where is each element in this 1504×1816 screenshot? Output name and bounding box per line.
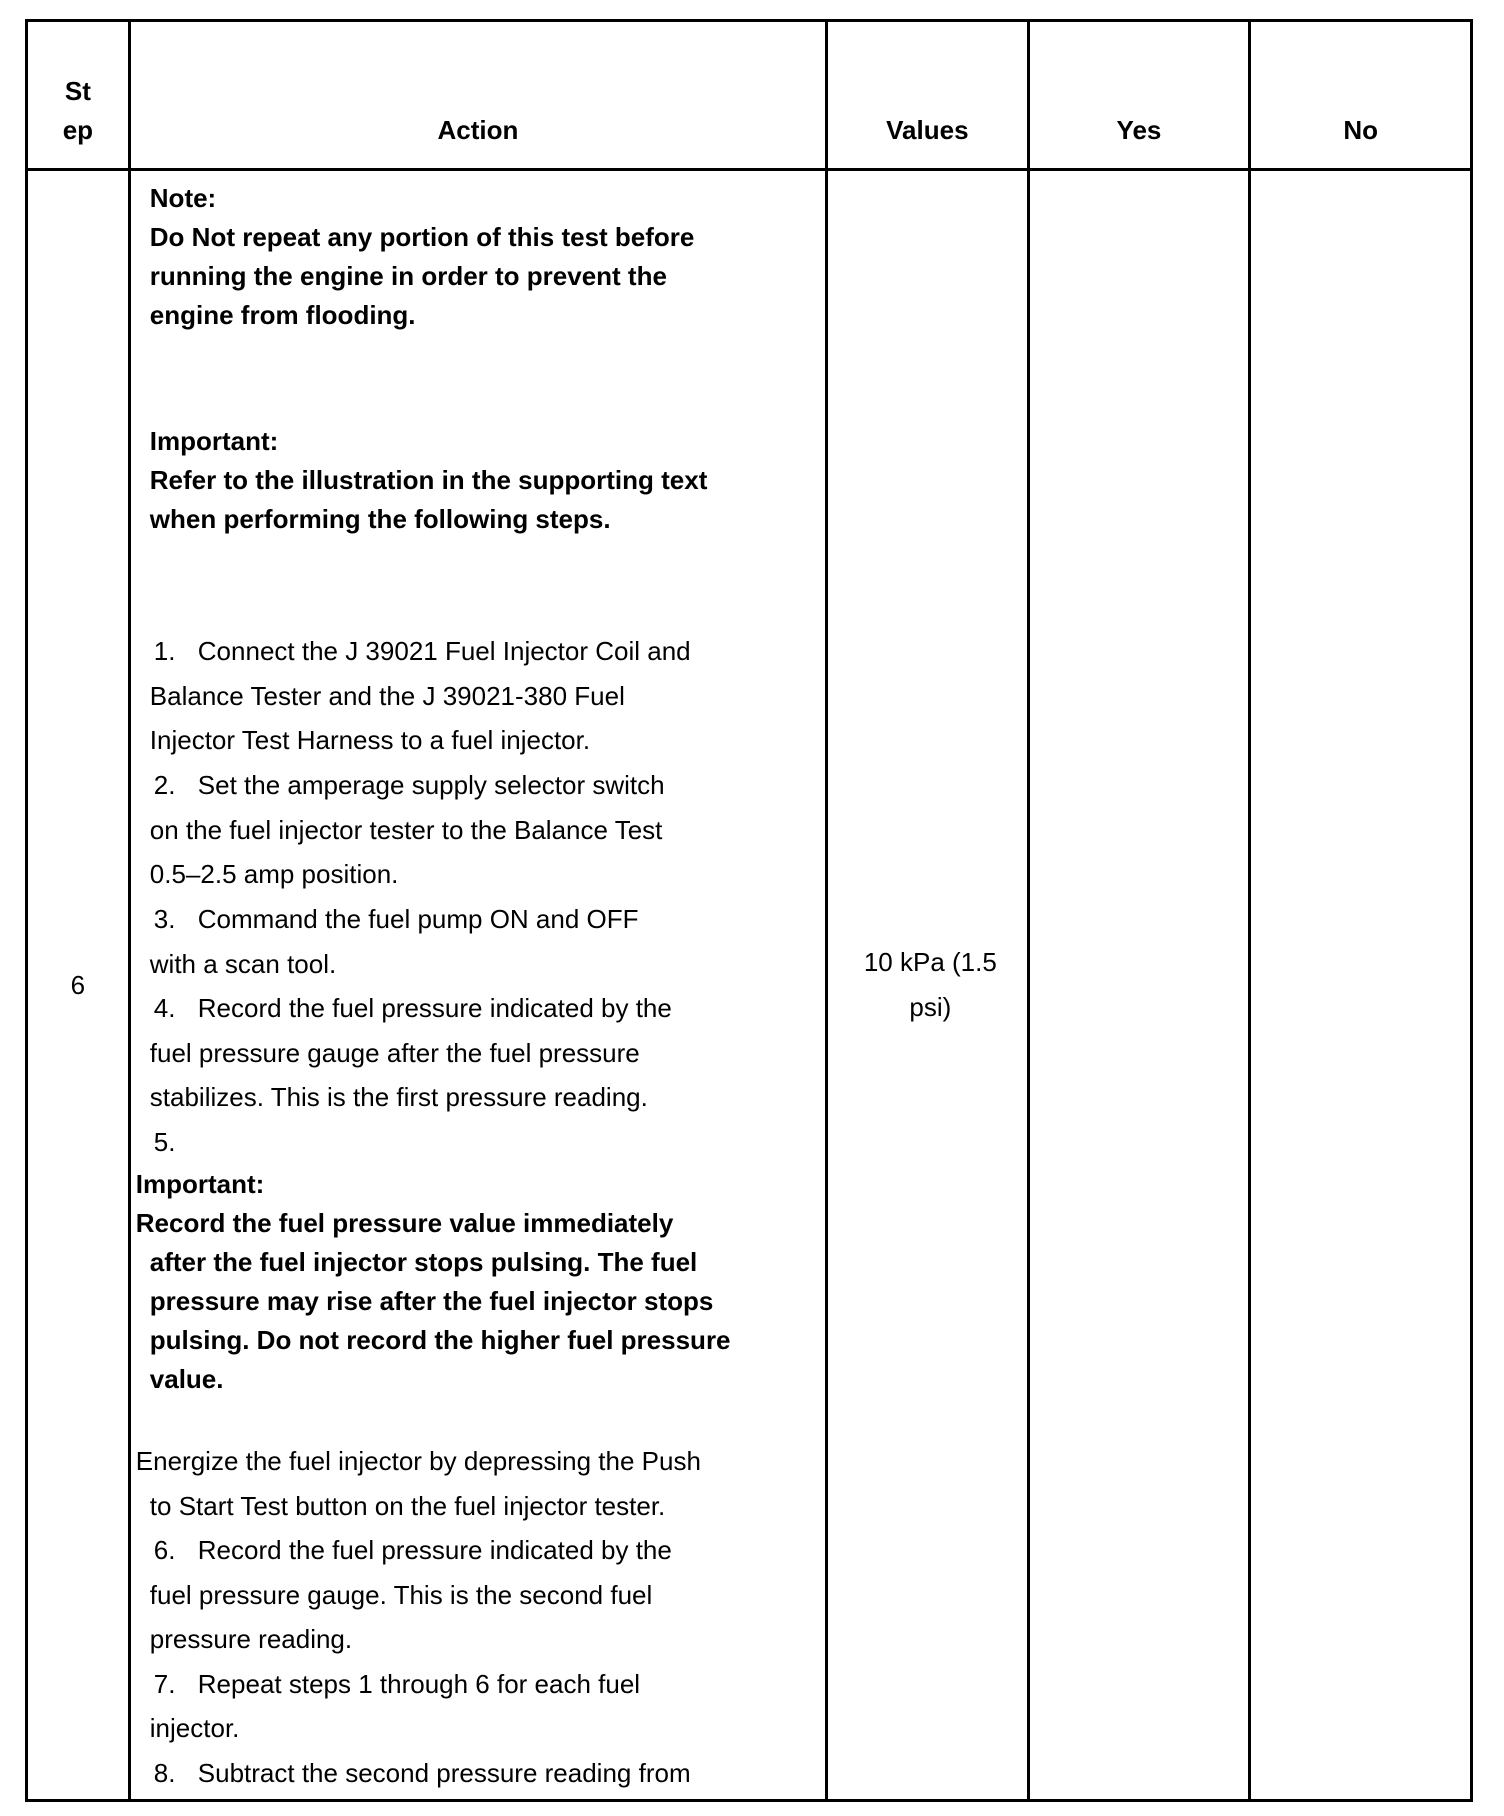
important-label: Important:	[149, 426, 279, 456]
energize-line-1: Energize the fuel injector by depressing the Push	[135, 1446, 701, 1476]
step-6-line-3: pressure reading.	[149, 1624, 353, 1654]
step-6-line-2: fuel pressure gauge. This is the second fuel	[149, 1580, 653, 1610]
action-cell	[129, 170, 826, 1801]
step-3-number: 3.	[153, 904, 176, 934]
important-2-line-4: pulsing. Do not record the higher fuel pressure	[149, 1325, 731, 1355]
step-3-line-1	[150, 904, 639, 935]
step-4-line-3: stabilizes. This is the first pressure reading.	[149, 1082, 648, 1112]
step-6-number: 6.	[153, 1535, 176, 1565]
header-yes: Yes	[1028, 21, 1250, 170]
table-row	[27, 170, 1472, 1801]
step-2-line-3: 0.5–2.5 amp position.	[149, 859, 399, 889]
important-2-line-3: pressure may rise after the fuel injector stops	[149, 1286, 714, 1316]
important-2-line-2: after the fuel injector stops pulsing. The fuel	[149, 1247, 698, 1277]
energize-line-2: to Start Test button on the fuel injector tester.	[149, 1491, 666, 1521]
step-4-text: Record the fuel pressure indicated by the	[197, 993, 672, 1023]
step-7-line-1	[150, 1669, 640, 1700]
step-5-number: 5.	[153, 1127, 176, 1157]
step-8-text: Subtract the second pressure reading from	[197, 1758, 691, 1788]
header-no: No	[1250, 21, 1472, 170]
no-cell	[1250, 170, 1472, 1801]
step-1-text: Connect the J 39021 Fuel Injector Coil and	[197, 636, 691, 666]
header-values: Values	[827, 21, 1029, 170]
step-1-line-2: Balance Tester and the J 39021-380 Fuel	[149, 681, 625, 711]
step-1-number: 1.	[153, 636, 176, 666]
step-6-text: Record the fuel pressure indicated by the	[197, 1535, 672, 1565]
step-number: 6	[27, 170, 130, 1801]
yes-cell	[1028, 170, 1250, 1801]
header-step-line-1: St	[64, 76, 91, 106]
step-1-line-1	[150, 636, 691, 667]
important-2-line-5: value.	[149, 1364, 224, 1394]
note-line-2: running the engine in order to prevent the	[149, 261, 667, 291]
step-4-line-1	[150, 993, 672, 1024]
step-6-line-1	[150, 1535, 672, 1566]
step-8-line-1	[150, 1758, 691, 1789]
step-4-number: 4.	[153, 993, 176, 1023]
step-1-line-3: Injector Test Harness to a fuel injector.	[149, 725, 591, 755]
header-step-line-2: ep	[62, 115, 94, 145]
values-cell	[827, 170, 1029, 1801]
step-4-line-2: fuel pressure gauge after the fuel pressure	[149, 1038, 640, 1068]
procedure-table	[25, 19, 1473, 1802]
important-2-label: Important:	[135, 1169, 265, 1199]
header-row	[27, 21, 1472, 170]
step-5-line	[150, 1127, 198, 1158]
step-2-text: Set the amperage supply selector switch	[197, 770, 665, 800]
step-3-line-2: with a scan tool.	[149, 949, 337, 979]
note-label: Note:	[149, 183, 217, 213]
important-2-line-1: Record the fuel pressure value immediately	[135, 1208, 674, 1238]
important-line-1: Refer to the illustration in the supporting text	[149, 465, 708, 495]
step-3-text: Command the fuel pump ON and OFF	[197, 904, 639, 934]
step-8-number: 8.	[153, 1758, 176, 1788]
step-7-number: 7.	[153, 1669, 176, 1699]
note-line-1: Do Not repeat any portion of this test before	[149, 222, 695, 252]
step-2-number: 2.	[153, 770, 176, 800]
step-2-line-2: on the fuel injector tester to the Balance Test	[149, 815, 663, 845]
note-line-3: engine from flooding.	[149, 300, 416, 330]
step-7-text: Repeat steps 1 through 6 for each fuel	[197, 1669, 641, 1699]
header-action: Action	[129, 21, 826, 170]
important-line-2: when performing the following steps.	[149, 504, 611, 534]
value-text: 10 kPa (1.5 psi)	[863, 947, 997, 1022]
step-2-line-1	[150, 770, 665, 801]
header-step	[27, 21, 130, 170]
step-7-line-2: injector.	[149, 1713, 240, 1743]
